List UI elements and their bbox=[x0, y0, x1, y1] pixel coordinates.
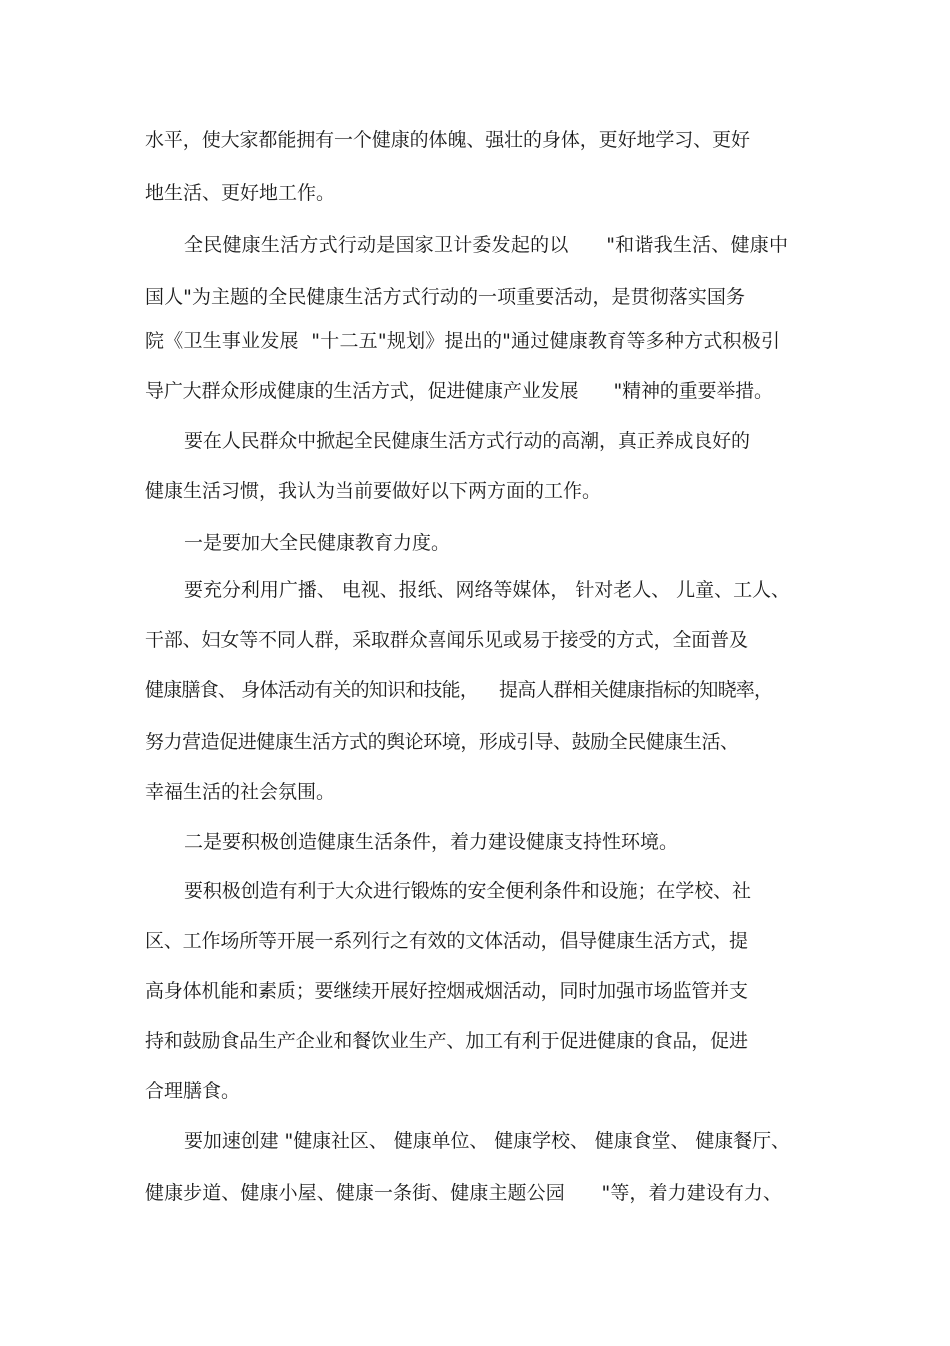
text-line: 要积极创造有利于大众进行锻炼的安全便利条件和设施；在学校、社 bbox=[184, 880, 751, 902]
text-line: 幸福生活的社会氛围。 bbox=[145, 781, 336, 803]
text-line: 一是要加大全民健康教育力度。 bbox=[184, 532, 451, 554]
text-line: 健康步道、健康小屋、健康一条街、健康主题公园 "等，着力建设有力、 bbox=[145, 1182, 783, 1204]
text-line: 国人"为主题的全民健康生活方式行动的一项重要活动，是贯彻落实国务 bbox=[145, 286, 746, 308]
text-line: 区、工作场所等开展一系列行之有效的文体活动，倡导健康生活方式，提 bbox=[145, 930, 748, 952]
text-line: 要在人民群众中掀起全民健康生活方式行动的高潮，真正养成良好的 bbox=[184, 430, 750, 452]
text-line: 要加速创建 "健康社区、 健康单位、 健康学校、 健康食堂、 健康餐厅、 bbox=[184, 1130, 790, 1152]
text-line: 二是要积极创造健康生活条件，着力建设健康支持性环境。 bbox=[184, 831, 679, 853]
text-line: 导广大群众形成健康的生活方式，促进健康产业发展 "精神的重要举措。 bbox=[145, 380, 773, 402]
text-line: 持和鼓励食品生产企业和餐饮业生产、加工有利于促进健康的食品，促进 bbox=[145, 1030, 748, 1052]
text-line: 健康生活习惯，我认为当前要做好以下两方面的工作。 bbox=[145, 480, 602, 502]
text-line: 合理膳食。 bbox=[145, 1080, 241, 1102]
text-line: 要充分利用广播、 电视、报纸、网络等媒体， 针对老人、 儿童、工人、 bbox=[184, 579, 790, 601]
text-line: 水平，使大家都能拥有一个健康的体魄、强壮的身体，更好地学习、更好 bbox=[145, 129, 750, 151]
text-line: 努力营造促进健康生活方式的舆论环境，形成引导、鼓励全民健康生活、 bbox=[145, 731, 739, 753]
text-line: 院《卫生事业发展 "十二五"规划》提出的"通过健康教育等多种方式积极引 bbox=[145, 330, 781, 352]
text-line: 干部、妇女等不同人群，采取群众喜闻乐见或易于接受的方式，全面普及 bbox=[145, 629, 748, 651]
text-line: 高身体机能和素质；要继续开展好控烟戒烟活动，同时加强市场监管并支 bbox=[145, 980, 748, 1002]
text-line: 地生活、更好地工作。 bbox=[145, 182, 336, 204]
text-line: 健康膳食、 身体活动有关的知识和技能， 提高人群相关健康指标的知晓率， bbox=[145, 679, 773, 701]
text-line: 全民健康生活方式行动是国家卫计委发起的以 "和谐我生活、健康中 bbox=[184, 234, 789, 256]
